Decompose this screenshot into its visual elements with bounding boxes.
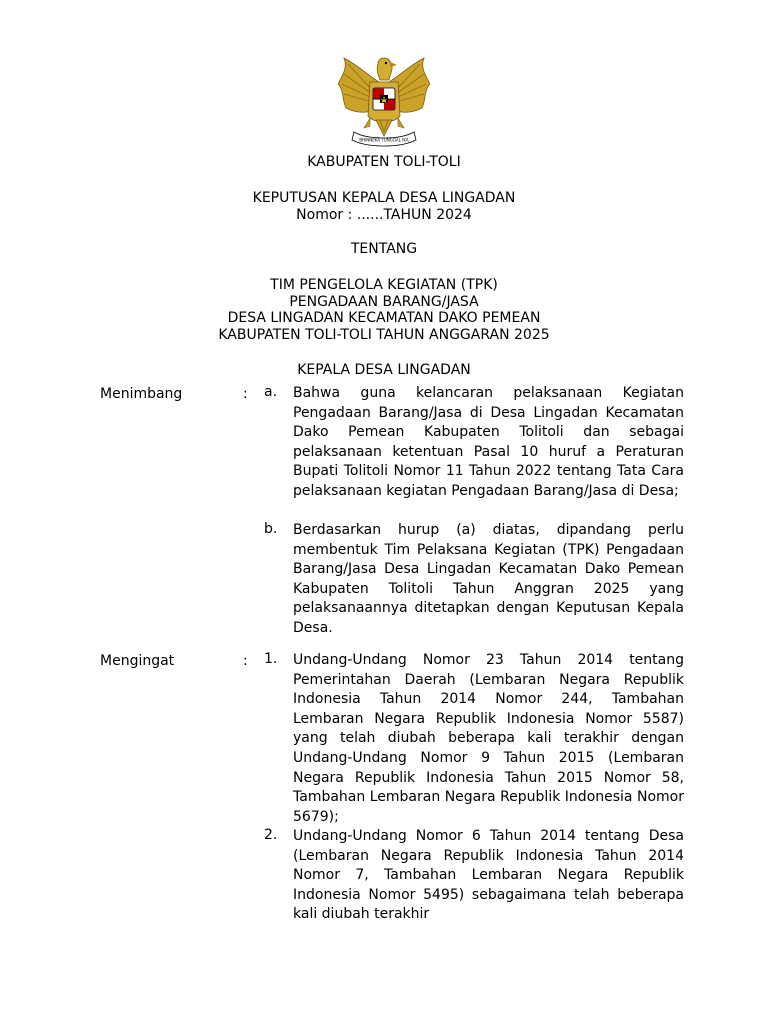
mengingat-colon: : [243,653,248,669]
menimbang-label: Menimbang [100,386,183,402]
item-marker: 1. [264,651,278,667]
item-marker: b. [264,521,278,537]
emblem-motto: BHINNEKA TUNGGAL IKA [359,137,409,143]
subject-line-4: KABUPATEN TOLI-TOLI TAHUN ANGGARAN 2025 [218,327,550,343]
subject-line-1: TIM PENGELOLA KEGIATAN (TPK) [270,277,498,293]
menimbang-item-b [264,521,684,639]
issuer-title: KEPALA DESA LINGADAN [297,362,471,378]
item-text: Undang-Undang Nomor 6 Tahun 2014 tentang Desa (Lembaran Negara Republik Indonesia Tahun 2014 Nomor 7, Tambahan Lembaran Negara Republik Indonesia Nomor 5495) sebagaimana telah beberapa kali diubah terakhir [293,828,684,923]
subject-line-3: DESA LINGADAN KECAMATAN DAKO PEMEAN [227,310,541,326]
item-marker: a. [264,384,278,400]
garuda-pancasila-emblem-icon [334,54,434,150]
mengingat-item-1 [264,651,684,827]
item-text: Berdasarkan hurup (a) diatas, dipandang perlu membentuk Tim Pelaksana Kegiatan (TPK) Pengadaan Barang/Jasa Desa Lingadan Kecamatan Dako Pemean Kabupaten Tolitoli Tahun Anggran 2025 yang pelaksanaannya ditetapkan dengan Keputusan Kepala Desa. [293,522,684,636]
mengingat-label: Mengingat [100,653,175,669]
decree-number: Nomor : ......TAHUN 2024 [296,207,472,223]
mengingat-item-2 [264,827,684,925]
item-text: Bahwa guna kelancaran pelaksanaan Kegiatan Pengadaan Barang/Jasa di Desa Lingadan Kecamatan Dako Pemean Kabupaten Tolitoli dan sebagai pelaksanaan ketentuan Pasal 10 huruf a Peraturan Bupati Tolitoli Nomor 11 Tahun 2022 tentang Tata Cara pelaksanaan kegiatan Pengadaan Barang/Jasa di Desa; [293,385,684,499]
decree-title: KEPUTUSAN KEPALA DESA LINGADAN [252,190,516,206]
regency-name: KABUPATEN TOLI-TOLI [307,154,461,170]
item-text: Undang-Undang Nomor 23 Tahun 2014 tentang Pemerintahan Daerah (Lembaran Negara Republik Indonesia Tahun 2014 Nomor 244, Tambahan Lembaran Negara Republik Indonesia Nomor 5587) yang telah diubah beberapa kali terakhir dengan Undang-Undang Nomor 9 Tahun 2015 (Lembaran Negara Republik Indonesia Tahun 2015 Nomor 58, Tambahan Lembaran Negara Republik Indonesia Nomor 5679); [293,652,684,825]
about-label: TENTANG [350,241,418,257]
subject-line-2: PENGADAAN BARANG/JASA [289,294,479,310]
menimbang-item-a [264,384,684,502]
item-marker: 2. [264,827,278,843]
menimbang-colon: : [243,386,248,402]
